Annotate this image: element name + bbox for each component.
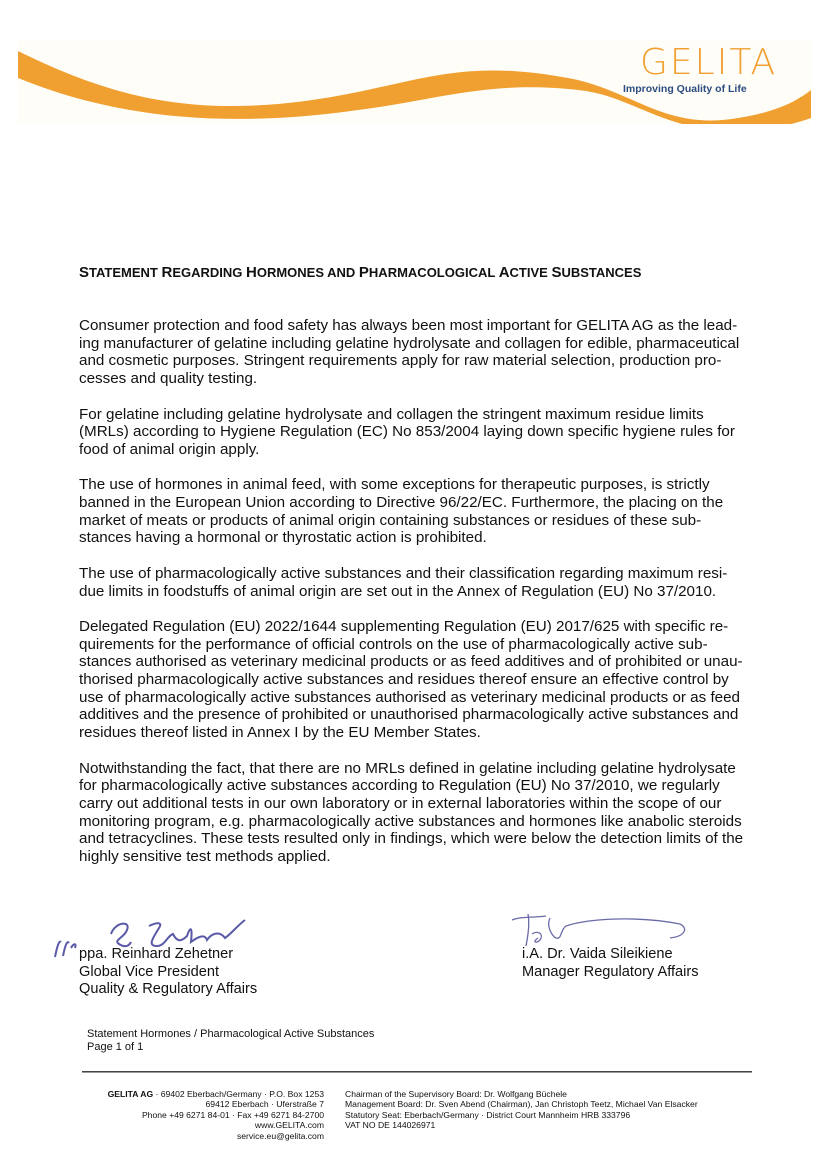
company-name: GELITA AG bbox=[107, 1089, 154, 1099]
page-number: Page 1 of 1 bbox=[87, 1041, 144, 1053]
company-board-info bbox=[345, 1089, 698, 1131]
statutory-seat: Statutory Seat: Eberbach/Germany · District Court Mannheim HRB 333796 bbox=[345, 1109, 631, 1120]
document-title bbox=[79, 264, 641, 281]
title-part: P bbox=[358, 264, 369, 281]
title-part: UBSTANCES bbox=[561, 265, 642, 280]
footer-divider bbox=[82, 1071, 752, 1073]
paragraph-mrl-hygiene: For gelatine including gelatine hydrolysate and collagen the stringent maximum residue limits (MRLs) according to Hygiene Regulation (EC) No 853/2004 laying down specific hygiene rules for food of animal origin apply. bbox=[79, 405, 735, 458]
signatory-name-right: i.A. Dr. Vaida Sileikiene bbox=[522, 946, 673, 962]
company-address bbox=[108, 1089, 324, 1141]
paragraph-consumer-protection: Consumer protection and food safety has always been most important for GELITA AG as the lead-ing manufacturer of gelatine including gelatine hydrolysate and collagen for edible, pharmaceutical and cosmetic purposes. Stringent requirements apply for raw material selection, production pro-cesses and quality testing. bbox=[79, 317, 740, 388]
vat-number: VAT NO DE 144026971 bbox=[345, 1120, 436, 1131]
website-link[interactable]: www.GELITA.com bbox=[254, 1120, 324, 1131]
paragraph-hormones-ban: The use of hormones in animal feed, with some exceptions for therapeutic purposes, is strictly banned in the European Union according to Directive 96/22/EC. Furthermore, the placing on the market of meats or products of animal origin containing substances or residues of these sub-stances having a hormonal or thyrostatic action is prohibited. bbox=[79, 476, 724, 547]
signatory-name-left: ppa. Reinhard Zehetner bbox=[79, 946, 234, 962]
logo-tagline: Improving Quality of Life bbox=[623, 83, 747, 95]
supervisory-board: Chairman of the Supervisory Board: Dr. Wolfgang Büchele bbox=[345, 1089, 567, 1099]
handwritten-signature-icon bbox=[510, 908, 690, 953]
page-footer bbox=[87, 1028, 374, 1054]
signature-block-left bbox=[79, 946, 257, 999]
footer-document-name: Statement Hormones / Pharmacological Active Substances bbox=[87, 1028, 375, 1040]
title-part: ORMONES AND bbox=[256, 265, 359, 280]
paragraph-delegated-regulation: Delegated Regulation (EU) 2022/1644 supplementing Regulation (EU) 2017/625 with specific re-quirements for the performance of official controls on the use of pharmacologically active sub-stances authorised as veterinary medicinal products or as feed additives and of prohibited or unau-thorised pharmacologically active substances and residues thereof ensure an effective control by use of pharmacologically active substances authorised as veterinary medicinal products or as feed additives and the presence of prohibited or unauthorised pharmacologically active substances and residues thereof listed in Annex I by the EU Member States. bbox=[79, 617, 743, 742]
title-part: HARMACOLOGICAL bbox=[368, 265, 499, 280]
signatory-title-left: Global Vice President bbox=[79, 963, 220, 980]
title-part: TATEMENT bbox=[89, 265, 162, 280]
email-link[interactable]: service.eu@gelita.com bbox=[236, 1130, 324, 1141]
signature-block-right bbox=[522, 946, 699, 981]
signatory-department-left: Quality & Regulatory Affairs bbox=[79, 981, 258, 997]
paragraph-testing: Notwithstanding the fact, that there are no MRLs defined in gelatine including gelatine hydrolysate for pharmacologically active substances according to Regulation (EU) No 37/2010, we regularly carry out additional tests in our own laboratory or in external laboratories within the scope of our monitoring program, e.g. pharmacologically active substances and hormones like anabolic steroids and tetracyclines. These tests resulted only in findings, which were below the detection limits of the highly sensitive test methods applied. bbox=[79, 759, 744, 866]
document-body bbox=[79, 317, 749, 883]
title-part: CTIVE bbox=[509, 265, 552, 280]
phone-fax: Phone +49 6271 84-01 · Fax +49 6271 84-2700 bbox=[141, 1109, 324, 1120]
title-part: S bbox=[79, 264, 90, 281]
title-part: EGARDING bbox=[172, 265, 246, 280]
street-address: 69412 Eberbach · Uferstraße 7 bbox=[205, 1099, 324, 1110]
postal-address: · 69402 Eberbach/Germany · P.O. Box 1253 bbox=[153, 1089, 324, 1099]
title-part: S bbox=[551, 264, 562, 281]
gelita-logo bbox=[622, 42, 792, 105]
logo-wordmark: GELITA bbox=[640, 42, 778, 83]
title-part: A bbox=[498, 264, 510, 281]
title-part: R bbox=[161, 264, 173, 281]
paragraph-pharmacological-classification: The use of pharmacologically active substances and their classification regarding maximum resi-due limits in foodstuffs of animal origin are set out in the Annex of Regulation (EU) No 37/2010. bbox=[79, 564, 728, 600]
management-board: Management Board: Dr. Sven Abend (Chairman), Jan Christoph Teetz, Michael Van Elsacker bbox=[345, 1099, 698, 1110]
handwritten-signature-icon bbox=[49, 912, 269, 962]
signatory-title-right: Manager Regulatory Affairs bbox=[522, 963, 699, 980]
title-part: H bbox=[245, 264, 257, 281]
